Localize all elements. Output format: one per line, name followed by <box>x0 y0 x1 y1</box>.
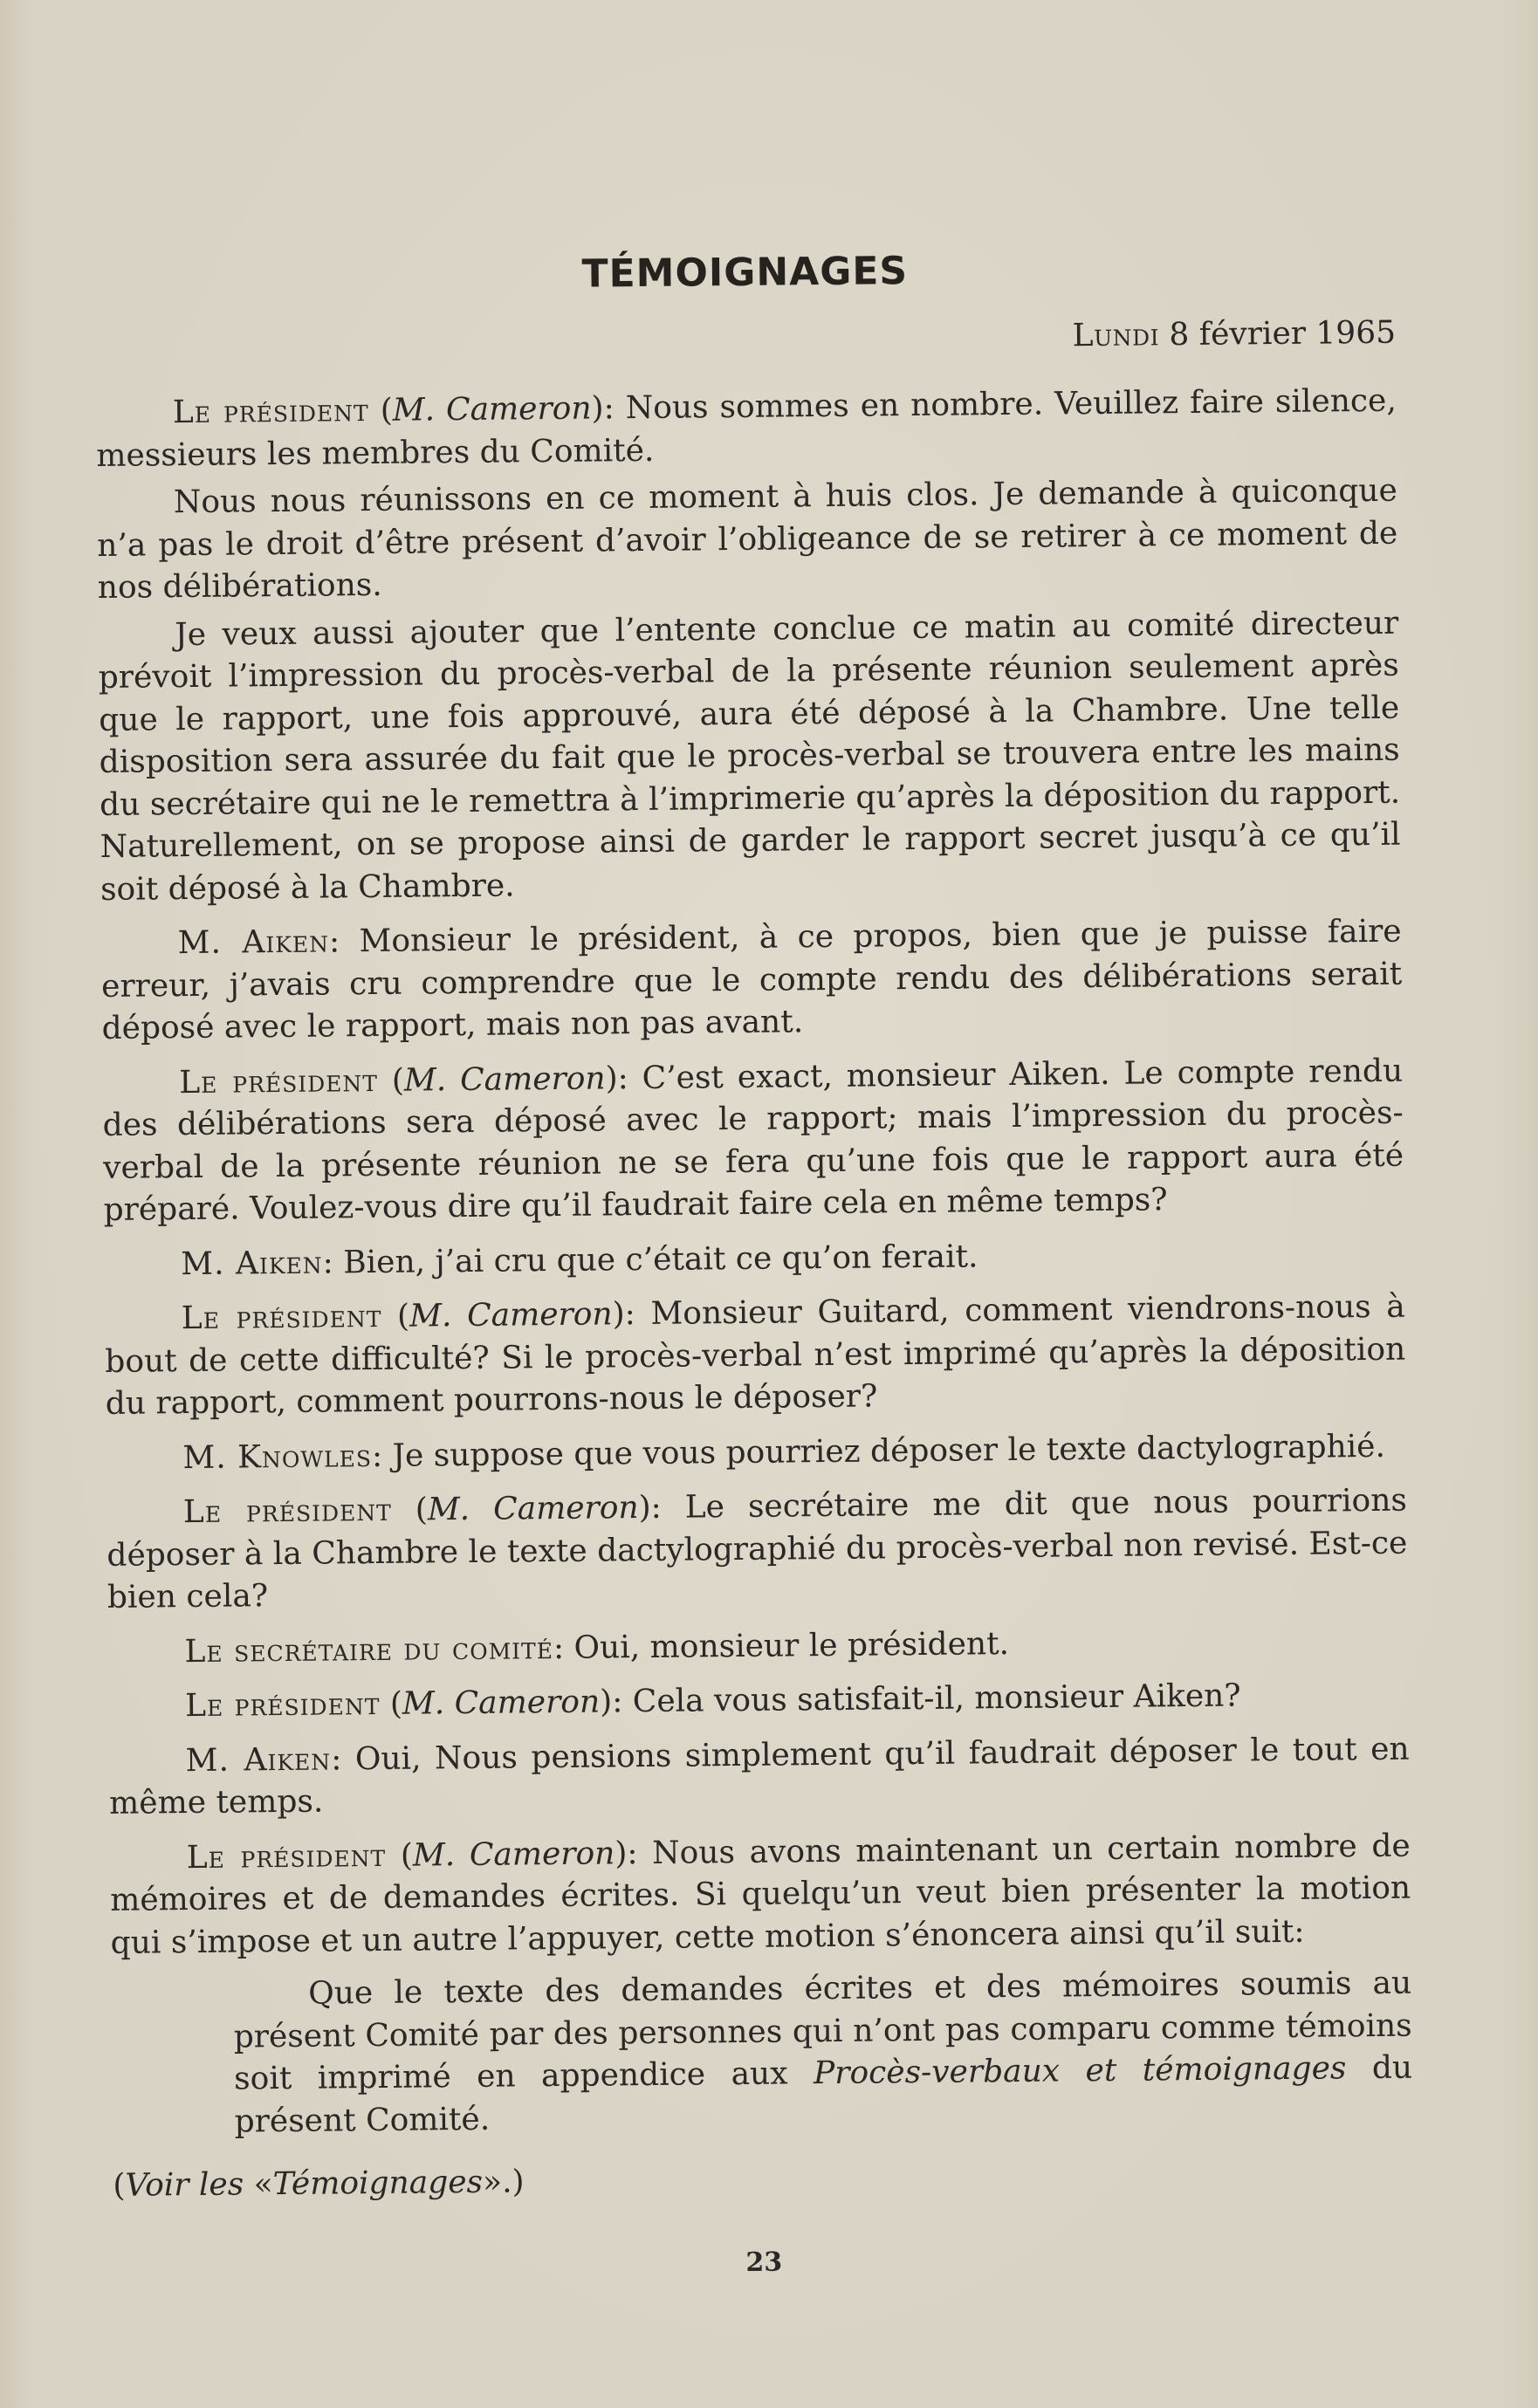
paragraph-3: Je veux aussi ajouter que l’entente conclue ce matin au comité directeur prévoit l’impression du procès-verbal de la présente réunion seulement après que le rapport, une fois approuvé, aura été déposé à la Chambre. Une telle disposition sera assurée du fait que le procès-verbal se trouvera entre les mains du secrétaire qui ne le remettra à l’imprimerie qu’après la déposition du rapport. Naturellement, on se propose ainsi de garder le rapport secret jusqu’à ce qu’il soit déposé à la Chambre. <box>98 605 1401 908</box>
note-open-paren: ( <box>113 2167 126 2204</box>
speaker-cameron: M. Cameron <box>409 1296 613 1334</box>
paragraph-text: : Nous sommes en nombre. Veuillez faire silence, messieurs les membres du Comité. <box>96 382 1397 474</box>
note-quoted: Témoignages <box>272 2164 484 2203</box>
paragraph-5: Le président (M. Cameron): C’est exact, monsieur Aiken. Le compte rendu des délibérations sera déposé avec le rapport; mais l’impression du procès-verbal de la présente réunion ne se fera qu’une fois que le rapport aura été préparé. Voulez-vous dire qu’il faudrait faire cela en même temps? <box>102 1053 1404 1228</box>
reference-note <box>113 2153 1413 2208</box>
paragraph-text: : Le secrétaire me dit que nous pourrions déposer à la Chambre le texte dactylographié du procès-verbal non revisé. Est-ce bien cela? <box>106 1482 1408 1616</box>
date-day: Lundi <box>1072 317 1160 354</box>
date-rest: 8 février 1965 <box>1169 314 1397 353</box>
paragraph-12 <box>108 1728 1410 1825</box>
speaker-president: Le président <box>186 1837 387 1876</box>
speaker-aiken: M. Aiken <box>177 923 330 962</box>
page-number: 23 <box>745 2247 783 2278</box>
speaker-secretaire: Le secrétaire du comité <box>184 1629 554 1670</box>
note-quote-close: » <box>482 2164 503 2200</box>
paragraph-text: : Bien, j’ai cru que c’était ce qu’on ferait. <box>322 1238 978 1281</box>
paragraph-10 <box>107 1619 1408 1674</box>
paragraph-2: Nous nous réunissons en ce moment à huis clos. Je demande à quiconque n’a pas le droit d’être présent d’avoir l’obligeance de se retirer à ce moment de nos délibérations. <box>97 472 1398 606</box>
note-close: .) <box>501 2164 525 2200</box>
speaker-aiken: M. Aiken <box>185 1740 332 1779</box>
paragraph-text: : Monsieur Guitard, comment viendrons-nous à bout de cette difficulté? Si le procès-verbal n’est imprimé qu’après la déposition du rapport, comment pourrons-nous le déposer? <box>105 1288 1406 1422</box>
paragraph-text: : Oui, monsieur le président. <box>553 1625 1010 1666</box>
paragraph-7: Le président (M. Cameron): Monsieur Guitard, comment viendrons-nous à bout de cette difficulté? Si le procès-verbal n’est imprimé qu’après la déposition du rapport, comment pourrons-nous le déposer? <box>105 1288 1406 1422</box>
page-title: TÉMOIGNAGES <box>581 249 909 297</box>
paragraph-text: : Cela vous satisfait-il, monsieur Aiken? <box>612 1677 1241 1720</box>
motion-text-before: Que le texte des demandes écrites et des mémoires soumis au présent Comité par des personnes qui n’ont pas comparu comme témoins soit imprimé en appendice aux <box>233 1965 1412 2097</box>
motion-italic-title: Procès-verbaux et témoignages <box>813 2050 1347 2092</box>
speaker-cameron: M. Cameron <box>403 1060 606 1099</box>
motion-text-after: du présent Comité. <box>234 2049 1413 2140</box>
speaker-president: Le président <box>182 1492 393 1531</box>
note-quote-open: « <box>244 2166 273 2203</box>
note-voir: Voir les <box>125 2166 244 2204</box>
paragraph-6 <box>104 1231 1404 1286</box>
paragraph-1: Le président (M. Cameron): Nous sommes en nombre. Veuillez faire silence, messieurs les membres du Comité. <box>96 382 1397 474</box>
paragraph-text: : Nous avons maintenant un certain nombre de mémoires et de demandes écrites. Si quelqu’un veut bien présenter la motion qui s’impose et un autre l’appuyer, cette motion s’énoncera ainsi qu’il suit: <box>110 1828 1411 1961</box>
speaker-president: Le président <box>184 1685 381 1725</box>
paragraph-text: : Oui, Nous pensions simplement qu’il faudrait déposer le tout en même temps. <box>108 1731 1410 1821</box>
speaker-president: Le président <box>179 1062 379 1101</box>
paragraph-9: Le président (M. Cameron): Le secrétaire me dit que nous pourrions déposer à la Chambre le texte dactylographié du procès-verbal non revisé. Est-ce bien cela? <box>106 1482 1408 1616</box>
paragraph-11: Le président (M. Cameron): Cela vous satisfait-il, monsieur Aiken? <box>184 1677 1241 1725</box>
speaker-cameron: M. Cameron <box>427 1490 639 1528</box>
speaker-cameron: M. Cameron <box>392 390 592 429</box>
speaker-knowles: M. Knowles <box>182 1437 373 1476</box>
paragraph-text: : C’est exact, monsieur Aiken. Le compte rendu des délibérations sera déposé avec le rapport; mais l’impression du procès-verbal de la présente réunion ne se fera qu’une fois que le rapport aura été préparé. Voulez-vous dire qu’il faudrait faire cela en même temps? <box>102 1053 1404 1228</box>
speaker-president: Le président <box>172 392 369 431</box>
page-text <box>94 232 1414 2284</box>
speaker-president: Le président <box>181 1298 382 1337</box>
paragraph-text: : Monsieur le président, à ce propos, bien que je puisse faire erreur, j’avais cru comprendre que le compte rendu des délibérations serait déposé avec le rapport, mais non pas avant. <box>100 913 1403 1046</box>
paragraph-text: : Je suppose que vous pourriez déposer le texte dactylographié. <box>371 1428 1386 1474</box>
session-date <box>95 315 1396 363</box>
paragraph-4 <box>100 911 1402 1051</box>
speaker-cameron: M. Cameron <box>412 1835 615 1874</box>
speaker-cameron: M. Cameron <box>402 1684 601 1722</box>
paragraph-13: Le président (M. Cameron): Nous avons maintenant un certain nombre de mémoires et de demandes écrites. Si quelqu’un veut bien présenter la motion qui s’impose et un autre l’appuyer, cette motion s’énoncera ainsi qu’il suit: <box>110 1828 1411 1961</box>
speaker-aiken: M. Aiken <box>181 1245 323 1282</box>
paragraph-8 <box>106 1425 1406 1480</box>
motion-quote <box>233 1963 1413 2144</box>
